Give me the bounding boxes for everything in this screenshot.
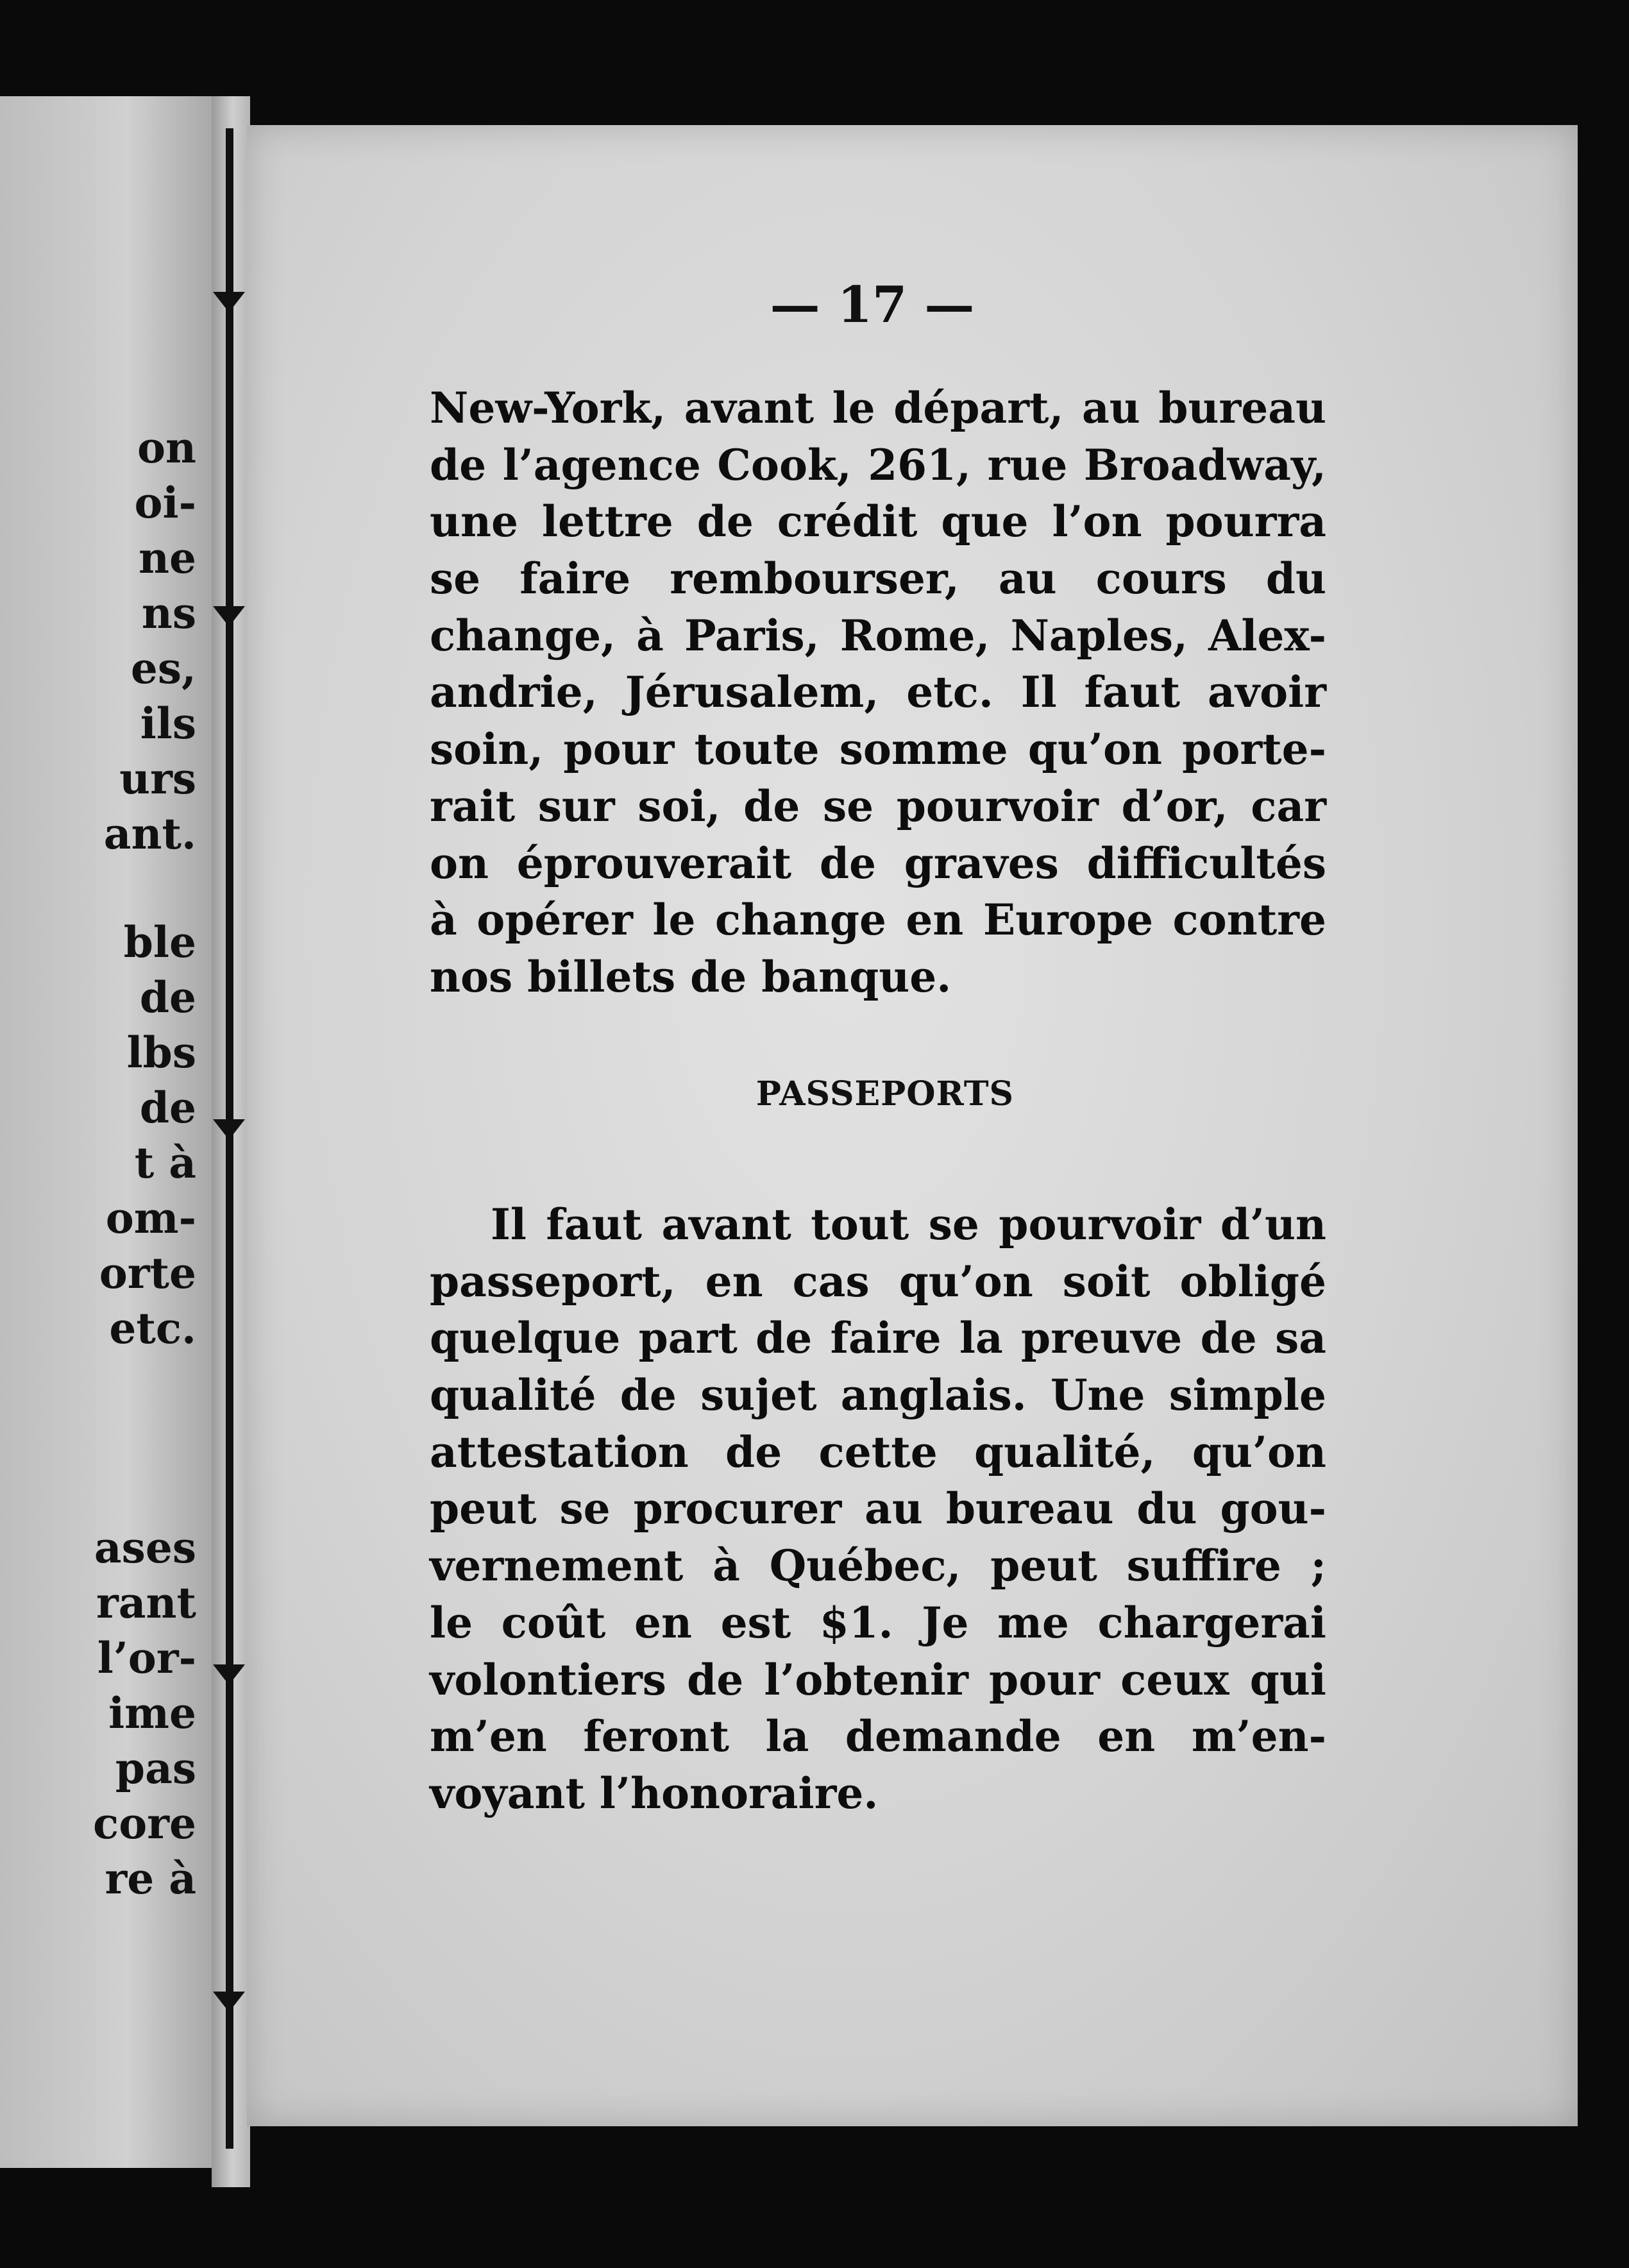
text-line: à opérer le change en Europe contre xyxy=(430,895,1326,945)
body-paragraph xyxy=(430,380,1326,1006)
text-line: andrie, Jérusalem, etc. Il faut avoir xyxy=(430,667,1326,718)
text-line: le coût en est $1. Je me chargerai xyxy=(430,1597,1326,1648)
left-page-line: etc. xyxy=(109,1303,196,1353)
left-page-line: ases xyxy=(94,1523,196,1573)
left-page-line: de xyxy=(139,1083,196,1133)
left-page-line: ant. xyxy=(103,809,196,859)
left-page-line: rant xyxy=(96,1578,196,1628)
left-page-line: urs xyxy=(119,754,196,804)
binding-stitch xyxy=(213,1992,245,2012)
text-line: se faire rembourser, au cours du xyxy=(430,554,1326,604)
text-line: change, à Paris, Rome, Naples, Alex- xyxy=(430,610,1326,661)
left-page-line: orte xyxy=(99,1248,196,1298)
left-page-line: pas xyxy=(115,1743,196,1793)
text-line: vernement à Québec, peut suffire ; xyxy=(430,1541,1326,1591)
left-page-line: es, xyxy=(130,643,196,693)
left-page-line: ne xyxy=(139,533,196,583)
left-page-line: om- xyxy=(105,1193,196,1243)
text-line: rait sur soi, de se pourvoir d’or, car xyxy=(430,781,1326,831)
text-line: peut se procurer au bureau du gou- xyxy=(430,1484,1326,1534)
left-page-line: t à xyxy=(134,1138,196,1188)
left-page-line: lbs xyxy=(126,1028,196,1078)
left-page-fragment xyxy=(0,96,212,2168)
binding-stitch xyxy=(213,292,245,312)
left-page-line: ime xyxy=(108,1688,196,1738)
binding-stitch xyxy=(213,1664,245,1685)
left-page-line: ils xyxy=(140,698,196,749)
section-heading: PASSEPORTS xyxy=(755,1074,1015,1113)
text-line: soin, pour toute somme qu’on porte- xyxy=(430,724,1326,775)
left-page-line: core xyxy=(93,1798,196,1849)
text-line: qualité de sujet anglais. Une simple xyxy=(430,1370,1326,1421)
text-line: attestation de cette qualité, qu’on xyxy=(430,1426,1326,1477)
left-page-line: de xyxy=(139,972,196,1022)
text-line: une lettre de crédit que l’on pourra xyxy=(430,496,1326,547)
text-line: Il faut avant tout se pourvoir d’un xyxy=(491,1199,1326,1249)
left-page-line: oi- xyxy=(134,478,196,528)
text-line: on éprouverait de graves difficultés xyxy=(430,838,1326,888)
text-line: m’en feront la demande en m’en- xyxy=(430,1711,1326,1762)
text-line: de l’agence Cook, 261, rue Broadway, xyxy=(430,439,1326,490)
text-line: nos billets de banque. xyxy=(430,951,952,1002)
binding-stitch xyxy=(213,606,245,627)
left-page-line: re à xyxy=(105,1854,196,1904)
binding-stitch xyxy=(213,1119,245,1140)
left-page-line: ble xyxy=(123,917,196,967)
body-paragraph xyxy=(430,1196,1326,1822)
text-line: passeport, en cas qu’on soit obligé xyxy=(430,1256,1326,1307)
left-page-line: l’or- xyxy=(97,1633,196,1683)
text-line: voyant l’honoraire. xyxy=(430,1768,879,1818)
text-line: New-York, avant le départ, au bureau xyxy=(430,383,1326,433)
text-line: quelque part de faire la preuve de sa xyxy=(430,1313,1326,1364)
text-line: volontiers de l’obtenir pour ceux qui xyxy=(430,1654,1326,1705)
left-page-line: on xyxy=(137,423,196,473)
left-page-line: ns xyxy=(141,588,196,638)
page-number: — 17 — xyxy=(770,276,975,334)
